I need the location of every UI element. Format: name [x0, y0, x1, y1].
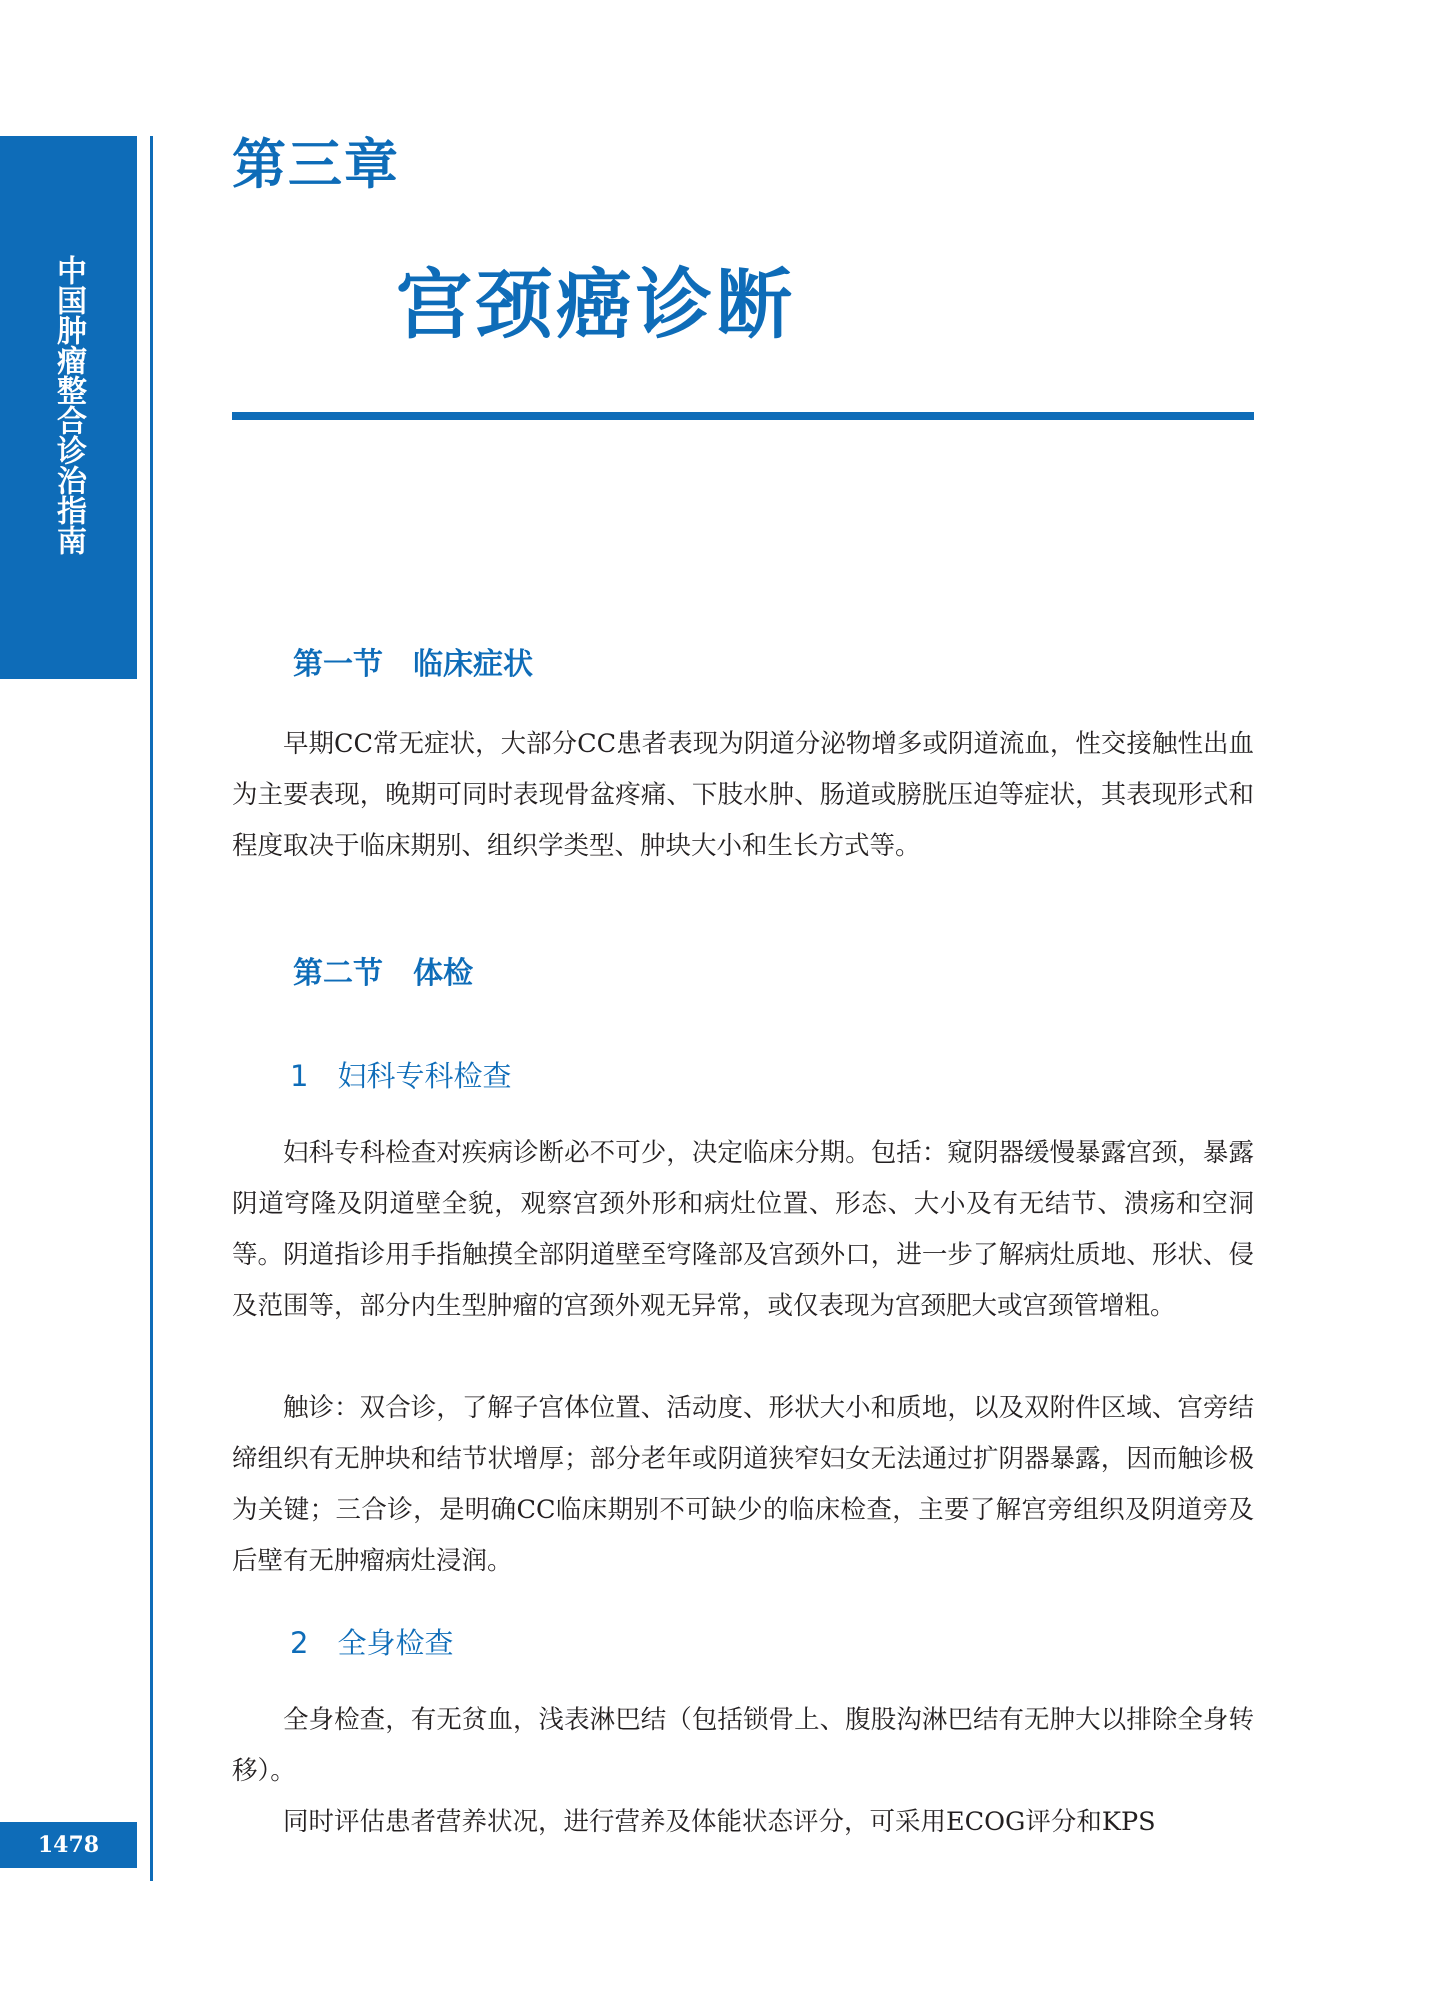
margin-rule	[150, 136, 153, 1881]
chapter-title: 宫颈癌诊断	[396, 260, 796, 349]
section-heading-exam: 第二节 体检	[293, 956, 473, 991]
paragraph-palpation: 触诊：双合诊，了解子宫体位置、活动度、形状大小和质地，以及双附件区域、宫旁结缔组织有无肿块和结节状增厚；部分老年或阴道狭窄妇女无法通过扩阴器暴露，因而触诊极为关键；三合诊，是明确CC临床期别不可缺少的临床检查，主要了解宫旁组织及阴道旁及后壁有无肿瘤病灶浸润。	[232, 1393, 1254, 1576]
side-tab-title-wrap	[46, 185, 90, 625]
chapter-divider	[232, 412, 1254, 420]
paragraph-nutrition: 同时评估患者营养状况，进行营养及体能状态评分，可采用ECOG评分和KPS	[283, 1807, 1156, 1837]
subsection-heading-gynecologic: 1 妇科专科检查	[290, 1059, 512, 1093]
paragraph-symptoms: 早期CC常无症状，大部分CC患者表现为阴道分泌物增多或阴道流血，性交接触性出血为主要表现，晚期可同时表现骨盆疼痛、下肢水肿、肠道或膀胱压迫等症状，其表现形式和程度取决于临床期别、组织学类型、肿块大小和生长方式等。	[232, 729, 1254, 861]
paragraph-gynecologic-exam: 妇科专科检查对疾病诊断必不可少，决定临床分期。包括：窥阴器缓慢暴露宫颈，暴露阴道穹隆及阴道壁全貌，观察宫颈外形和病灶位置、形态、大小及有无结节、溃疡和空洞等。阴道指诊用手指触摸全部阴道壁至穹隆部及宫颈外口，进一步了解病灶质地、形状、侵及范围等，部分内生型肿瘤的宫颈外观无异常，或仅表现为宫颈肥大或宫颈管增粗。	[232, 1138, 1254, 1321]
chapter-number: 第三章	[232, 133, 400, 196]
book-title-vertical: 中国肿瘤整合诊治指南	[51, 255, 86, 555]
subsection-heading-general: 2 全身检查	[290, 1626, 454, 1660]
section-heading-symptoms: 第一节 临床症状	[293, 647, 533, 682]
paragraph-general-exam: 全身检查，有无贫血，浅表淋巴结（包括锁骨上、腹股沟淋巴结有无肿大以排除全身转移）。	[232, 1705, 1254, 1786]
page-number: 1478	[0, 1822, 137, 1868]
